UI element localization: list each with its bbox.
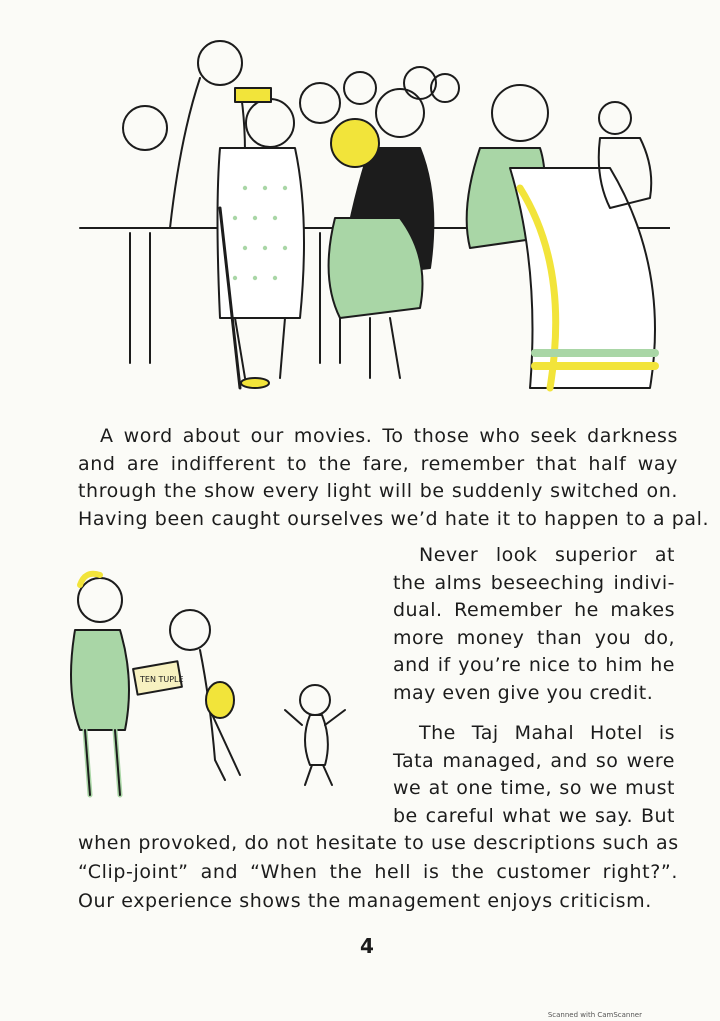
cinema-audience-illustration bbox=[70, 18, 670, 403]
text-line: be careful what we say. But bbox=[393, 804, 675, 827]
criticism-paragraph bbox=[78, 829, 678, 916]
alms-paragraph bbox=[393, 542, 675, 707]
text-line: “Clip-joint” and “When the hell is the customer right?”. bbox=[78, 861, 678, 883]
text-line: through the show every light will be suddenly switched on. bbox=[78, 480, 678, 502]
text-line: and are indifferent to the fare, remember that half way bbox=[78, 452, 678, 475]
text-line: Never look superior at bbox=[419, 544, 675, 566]
text-line: we at one time, so we must bbox=[393, 777, 675, 799]
beggar-illustration bbox=[40, 560, 380, 820]
text-line: A word about our movies. To those who seek darkness bbox=[100, 425, 678, 447]
movies-paragraph bbox=[78, 423, 710, 533]
text-line: may even give you credit. bbox=[393, 681, 654, 704]
taj-mahal-paragraph bbox=[393, 720, 675, 830]
note-label: TEN TUPLE bbox=[140, 675, 184, 684]
page-number: 4 bbox=[360, 934, 374, 958]
text-line: Tata managed, and so were bbox=[393, 749, 675, 772]
text-line: more money than you do, bbox=[393, 626, 675, 649]
text-line: the alms beseeching indivi- bbox=[393, 571, 675, 594]
text-line: when provoked, do not hesitate to use descriptions such as bbox=[78, 832, 679, 854]
text-line: dual. Remember he makes bbox=[393, 599, 675, 621]
text-line: Having been caught ourselves we’d hate it to happen to a pal. bbox=[78, 507, 710, 530]
text-line: Our experience shows the management enjoys criticism. bbox=[78, 890, 652, 912]
scanner-watermark: Scanned with CamScanner bbox=[547, 1011, 642, 1019]
text-line: and if you’re nice to him he bbox=[393, 654, 675, 676]
text-line: The Taj Mahal Hotel is bbox=[419, 722, 675, 744]
